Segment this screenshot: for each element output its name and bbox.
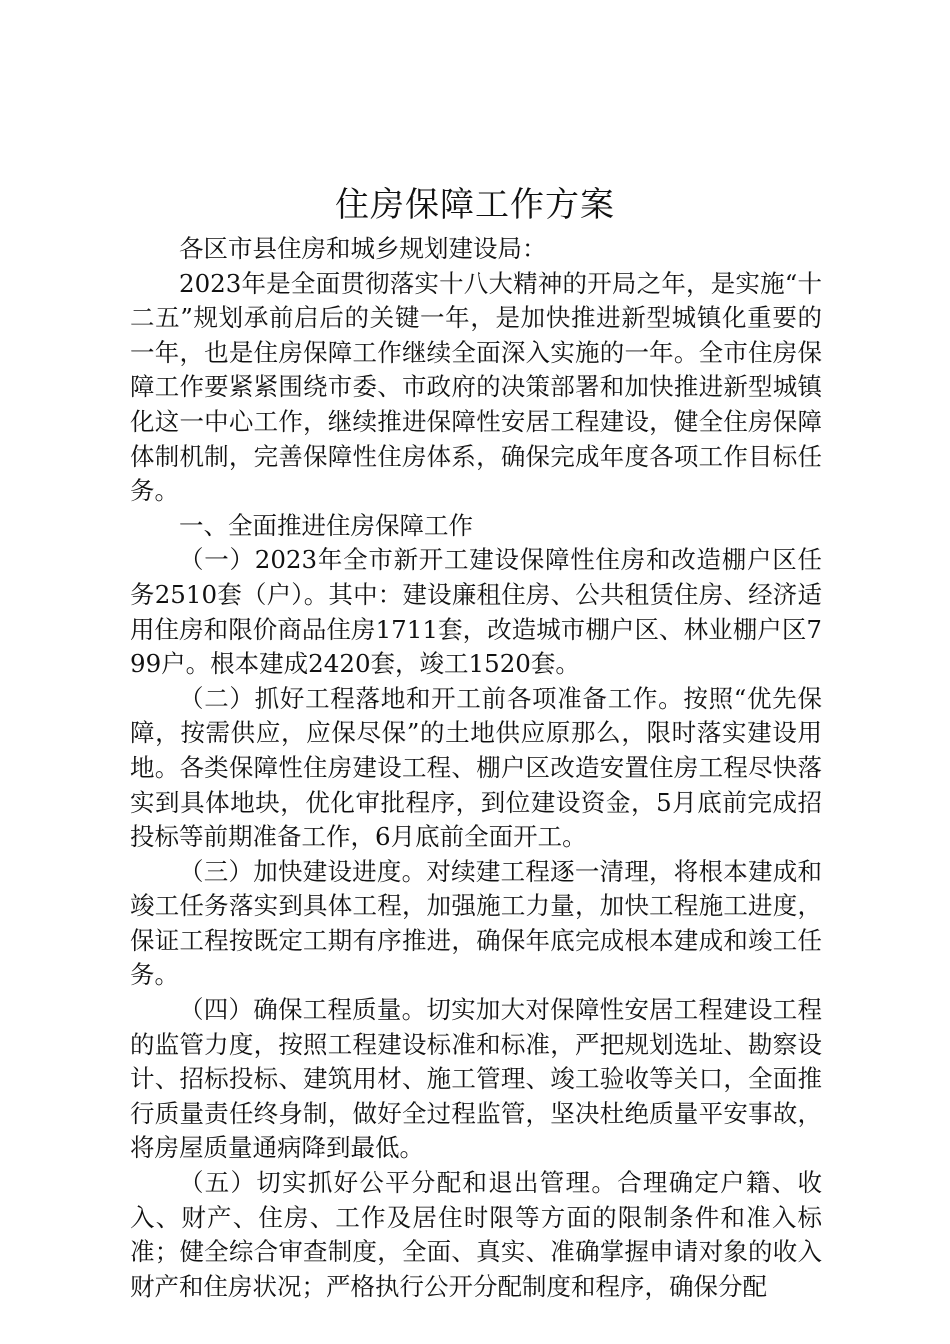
paragraph-item-4: （四）确保工程质量。切实加大对保障性安居工程建设工程的监管力度，按照工程建设标准和标准，严把规划选址、勘察设计、招标投标、建筑用材、施工管理、竣工验收等关口，全面推行质量责任终身制，做好全过程监管，坚决杜绝质量平安事故，将房屋质量通病降到最低。 (130, 995, 822, 1163)
paragraph-item-2: （二）抓好工程落地和开工前各项准备工作。按照“优先保障，按需供应，应保尽保”的土地供应原那么，限时落实建设用地。各类保障性住房建设工程、棚户区改造安置住房工程尽快落实到具体地块，优化审批程序，到位建设资金，5月底前完成招投标等前期准备工作，6月底前全面开工。 (130, 683, 822, 852)
paragraph-item-5: （五）切实抓好公平分配和退出管理。合理确定户籍、收入、财产、住房、工作及居住时限等方面的限制条件和准入标准；健全综合审查制度，全面、真实、准确掌握申请对象的收入财产和住房状况；严格执行公开分配制度和程序，确保分配 (130, 1168, 822, 1301)
paragraph-item-3: （三）加快建设进度。对续建工程逐一清理，将根本建成和竣工任务落实到具体工程，加强施工力量，加快工程施工进度，保证工程按既定工期有序推进，确保年底完成根本建成和竣工任务。 (130, 856, 822, 990)
salutation: 各区市县住房和城乡规划建设局： (179, 234, 547, 263)
section-heading-1: 一、全面推进住房保障工作 (179, 510, 473, 540)
document-body (130, 232, 822, 1304)
paragraph-intro: 2023年是全面贯彻落实十八大精神的开局之年，是实施“十二五”规划承前启后的关键一年，是加快推进新型城镇化重要的一年，也是住房保障工作继续全面深入实施的一年。全市住房保障工作要紧紧围绕市委、市政府的决策部署和加快推进新型城镇化这一中心工作，继续推进保障性安居工程建设，健全住房保障体制机制，完善保障性住房体系，确保完成年度各项工作目标任务。 (130, 268, 822, 506)
paragraph-item-1: （一）2023年全市新开工建设保障性住房和改造棚户区任务2510套（户）。其中：建设廉租住房、公共租赁住房、经济适用住房和限价商品住房1711套，改造城市棚户区、林业棚户区799户。根本建成2420套，竣工1520套。 (130, 545, 822, 679)
document-title: 住房保障工作方案 (335, 185, 615, 225)
